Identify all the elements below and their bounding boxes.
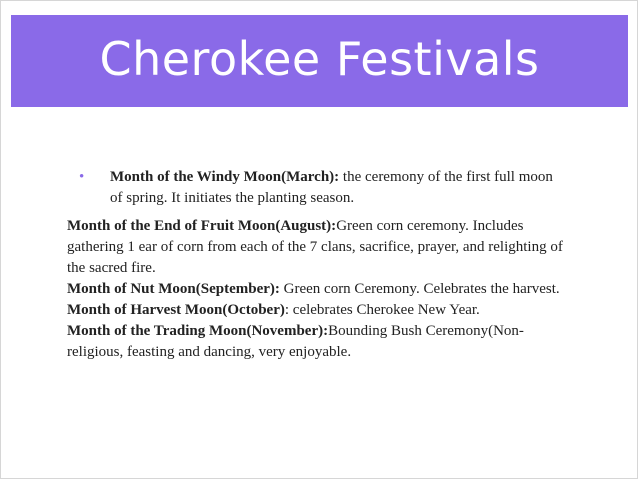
paragraph-october xyxy=(67,300,572,321)
bullet-description: the ceremony of the first full moon of spring. It initiates the planting season. xyxy=(110,169,553,206)
body-text xyxy=(67,216,572,363)
bullet-dot-icon: • xyxy=(79,169,85,185)
bullet-label: Month of the Windy Moon(March): xyxy=(110,169,340,185)
paragraph-november xyxy=(67,321,572,363)
paragraph-text: : celebrates Cherokee New Year. xyxy=(284,302,480,318)
paragraph-august xyxy=(67,216,572,279)
bullet-item xyxy=(79,167,565,209)
paragraph-september xyxy=(67,279,572,300)
paragraph-label: Month of Harvest Moon(October) xyxy=(67,302,285,318)
paragraph-label: Month of Nut Moon(September): xyxy=(67,281,280,297)
bullet-text xyxy=(110,167,565,209)
paragraph-label: Month of the Trading Moon(November): xyxy=(67,323,329,339)
paragraph-text: Green corn Ceremony. Celebrates the harvest. xyxy=(279,281,560,297)
paragraph-text: Bounding Bush Ceremony(Non-religious, feasting and dancing, very enjoyable. xyxy=(67,323,524,360)
title-banner xyxy=(11,15,628,107)
paragraph-label: Month of the End of Fruit Moon(August): xyxy=(67,218,337,234)
paragraph-text: Green corn ceremony. Includes gathering 1 ear of corn from each of the 7 clans, sacrifice, prayer, and relighting of the sacred fire. xyxy=(67,218,563,276)
slide-title: Cherokee Festivals xyxy=(99,32,540,86)
